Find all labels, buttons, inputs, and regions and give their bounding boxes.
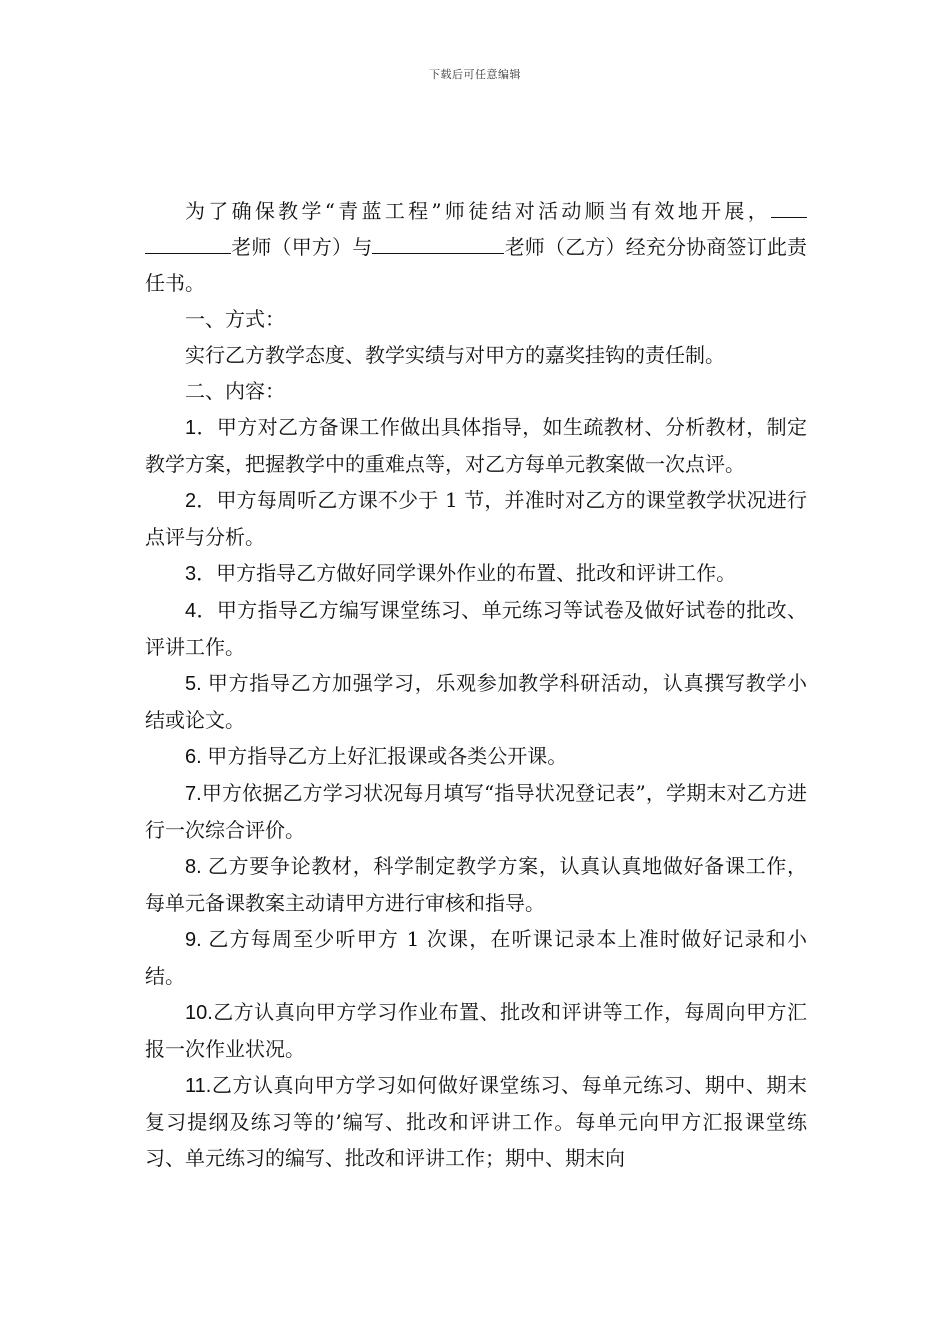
intro-text-part3: 老师（乙方）经充分协商签订此责任书。 bbox=[145, 235, 808, 295]
intro-text-part1: 为了确保教学“青蓝工程”师徒结对活动顺当有效地开展， bbox=[185, 199, 771, 223]
list-item-number: 2． bbox=[185, 490, 217, 512]
list-item bbox=[145, 921, 807, 994]
section1-text: 实行乙方教学态度、教学实绩与对甲方的嘉奖挂钩的责任制。 bbox=[185, 343, 725, 367]
list-item-text: 甲方依据乙方学习状况每月填写“指导状况登记表”，学期末对乙方进行一次综合评价。 bbox=[145, 781, 807, 842]
section2-heading: 二、内容： bbox=[185, 379, 285, 403]
list-item bbox=[145, 482, 807, 555]
list-item-number: 7. bbox=[185, 783, 202, 805]
intro-text-part2: 老师（甲方）与 bbox=[231, 235, 373, 259]
list-item bbox=[145, 409, 807, 482]
list-item-number: 4． bbox=[185, 600, 217, 622]
list-item-number: 8. bbox=[185, 856, 208, 878]
list-item-number: 11. bbox=[185, 1075, 212, 1097]
blank-line-teacher-b bbox=[372, 231, 504, 254]
list-item bbox=[145, 994, 807, 1067]
list-item-text: 甲方每周听乙方课不少于 1 节，并准时对乙方的课堂教学状况进行点评与分析。 bbox=[145, 488, 807, 549]
page-header-note: 下载后可任意编辑 bbox=[429, 68, 521, 81]
list-item-number: 6. bbox=[185, 746, 208, 768]
list-item bbox=[145, 592, 807, 665]
list-item-number: 9. bbox=[185, 929, 209, 951]
list-item-text: 乙方每周至少听甲方 1 次课，在听课记录本上准时做好记录和小结。 bbox=[145, 927, 807, 988]
list-item bbox=[145, 775, 807, 848]
list-item-text: 乙方要争论教材，科学制定教学方案，认真认真地做好备课工作，每单元备课教案主动请甲方进行审核和指导。 bbox=[145, 854, 807, 915]
list-item bbox=[145, 738, 807, 775]
section1-heading: 一、方式： bbox=[185, 307, 285, 331]
list-item-number: 1． bbox=[185, 417, 217, 439]
document-body bbox=[145, 193, 807, 1176]
list-item bbox=[145, 1067, 807, 1176]
list-item-text: 乙方认真向甲方学习如何做好课堂练习、每单元练习、期中、期末复习提纲及练习等的’编写、批改和评讲工作。每单元向甲方汇报课堂练习、单元练习的编写、批改和评讲工作；期中、期末向 bbox=[145, 1073, 807, 1170]
list-item-number: 10. bbox=[185, 1002, 213, 1024]
list-item-number: 3． bbox=[185, 563, 217, 585]
list-item-text: 乙方认真向甲方学习作业布置、批改和评讲等工作，每周向甲方汇报一次作业状况。 bbox=[145, 1000, 807, 1061]
list-item-text: 甲方指导乙方编写课堂练习、单元练习等试卷及做好试卷的批改、评讲工作。 bbox=[145, 598, 808, 659]
list-item-text: 甲方指导乙方做好同学课外作业的布置、批改和评讲工作。 bbox=[216, 561, 737, 585]
list-item-number: 5. bbox=[185, 673, 208, 695]
list-item-text: 甲方指导乙方加强学习，乐观参加教学科研活动，认真撰写教学小结或论文。 bbox=[145, 671, 807, 732]
intro-paragraph bbox=[145, 193, 807, 301]
list-item-text: 甲方指导乙方上好汇报课或各类公开课。 bbox=[207, 744, 568, 768]
list-item bbox=[145, 665, 807, 738]
list-item bbox=[145, 555, 807, 592]
list-item-text: 甲方对乙方备课工作做出具体指导，如生疏教材、分析教材，制定教学方案，把握教学中的重难点等，对乙方每单元教案做一次点评。 bbox=[145, 415, 808, 476]
blank-line-teacher-a-1 bbox=[771, 195, 807, 218]
list-item bbox=[145, 848, 807, 921]
blank-line-teacher-a-2 bbox=[145, 231, 231, 254]
